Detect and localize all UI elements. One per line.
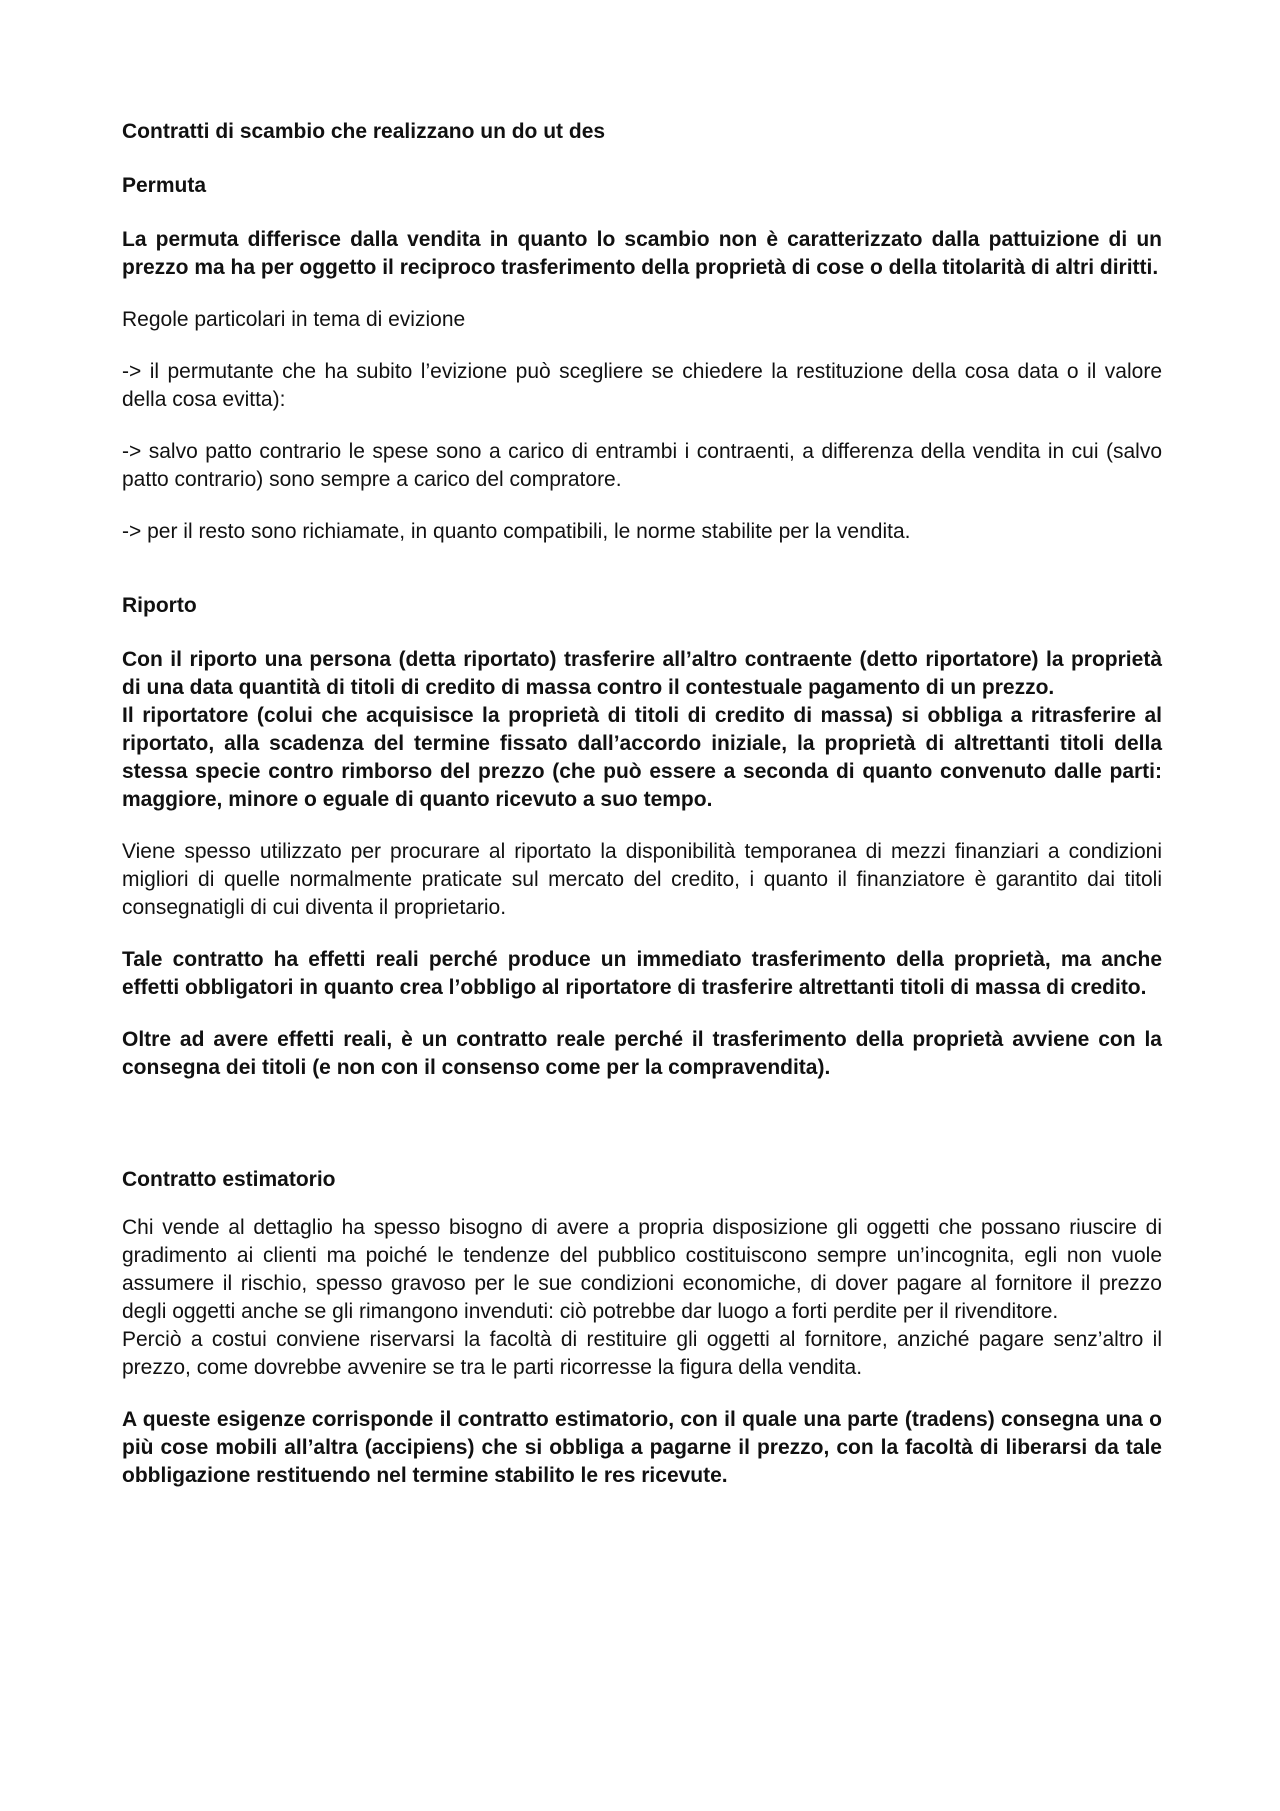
document-title: Contratti di scambio che realizzano un do ut des: [122, 120, 606, 143]
permuta-rule-2: -> salvo patto contrario le spese sono a carico di entrambi i contraenti, a differenza della vendita in cui (salvo patto contrario) sono sempre a carico del compratore.: [122, 440, 1162, 491]
riporto-definition-block: [122, 646, 1162, 814]
riporto-heading: Riporto: [122, 594, 197, 617]
estimatorio-heading: Contratto estimatorio: [122, 1168, 336, 1191]
permuta-rule-3: -> per il resto sono richiamate, in quanto compatibili, le norme stabilite per la vendita.: [122, 520, 911, 543]
riporto-real-contract: Oltre ad avere effetti reali, è un contratto reale perché il trasferimento della proprietà avviene con la consegna dei titoli (e non con il consenso come per la compravendita).: [122, 1028, 1162, 1079]
permuta-rules-intro: Regole particolari in tema di evizione: [122, 308, 466, 331]
riporto-effects: Tale contratto ha effetti reali perché produce un immediato trasferimento della proprietà, ma anche effetti obbligatori in quanto crea l’obbligo al riportatore di trasferire altrettanti titoli di massa di credito.: [122, 948, 1162, 999]
riporto-definition-2: Il riportatore (colui che acquisisce la proprietà di titoli di credito di massa) si obbliga a ritrasferire al riportato, alla scadenza del termine fissato dall’accordo iniziale, la proprietà di altrettanti titoli della stessa specie contro rimborso del prezzo (che può essere a seconda di quanto convenuto dalle parti: maggiore, minore o eguale di quanto ricevuto a suo tempo.: [122, 704, 1162, 811]
estimatorio-context-2: Perciò a costui conviene riservarsi la facoltà di restituire gli oggetti al fornitore, anziché pagare senz’altro il prezzo, come dovrebbe avvenire se tra le parti ricorresse la figura della vendita.: [122, 1328, 1162, 1379]
estimatorio-definition: A queste esigenze corrisponde il contratto estimatorio, con il quale una parte (tradens) consegna una o più cose mobili all’altra (accipiens) che si obbliga a pagarne il prezzo, con la facoltà di liberarsi da tale obbligazione restituendo nel termine stabilito le res ricevute.: [122, 1408, 1162, 1487]
riporto-usage: Viene spesso utilizzato per procurare al riportato la disponibilità temporanea di mezzi finanziari a condizioni migliori di quelle normalmente praticate sul mercato del credito, i quanto il finanziatore è garantito dai titoli consegnatigli di cui diventa il proprietario.: [122, 840, 1162, 919]
permuta-heading: Permuta: [122, 174, 207, 197]
permuta-rule-1: -> il permutante che ha subito l’evizione può scegliere se chiedere la restituzione della cosa data o il valore della cosa evitta):: [122, 360, 1162, 411]
estimatorio-context-1: Chi vende al dettaglio ha spesso bisogno di avere a propria disposizione gli oggetti che possano riuscire di gradimento ai clienti ma poiché le tendenze del pubblico costituiscono sempre un’incognita, egli non vuole assumere il rischio, spesso gravoso per le sue condizioni economiche, di dover pagare al fornitore il prezzo degli oggetti anche se gli rimangono invenduti: ciò potrebbe dar luogo a forti perdite per il rivenditore.: [122, 1216, 1162, 1323]
document-page: [122, 118, 1162, 1490]
permuta-definition: La permuta differisce dalla vendita in quanto lo scambio non è caratterizzato dalla pattuizione di un prezzo ma ha per oggetto il reciproco trasferimento della proprietà di cose o della titolarità di altri diritti.: [122, 228, 1162, 279]
estimatorio-context-block: [122, 1214, 1162, 1382]
riporto-definition-1: Con il riporto una persona (detta riportato) trasferire all’altro contraente (detto riportatore) la proprietà di una data quantità di titoli di credito di massa contro il contestuale pagamento di un prezzo.: [122, 648, 1162, 699]
